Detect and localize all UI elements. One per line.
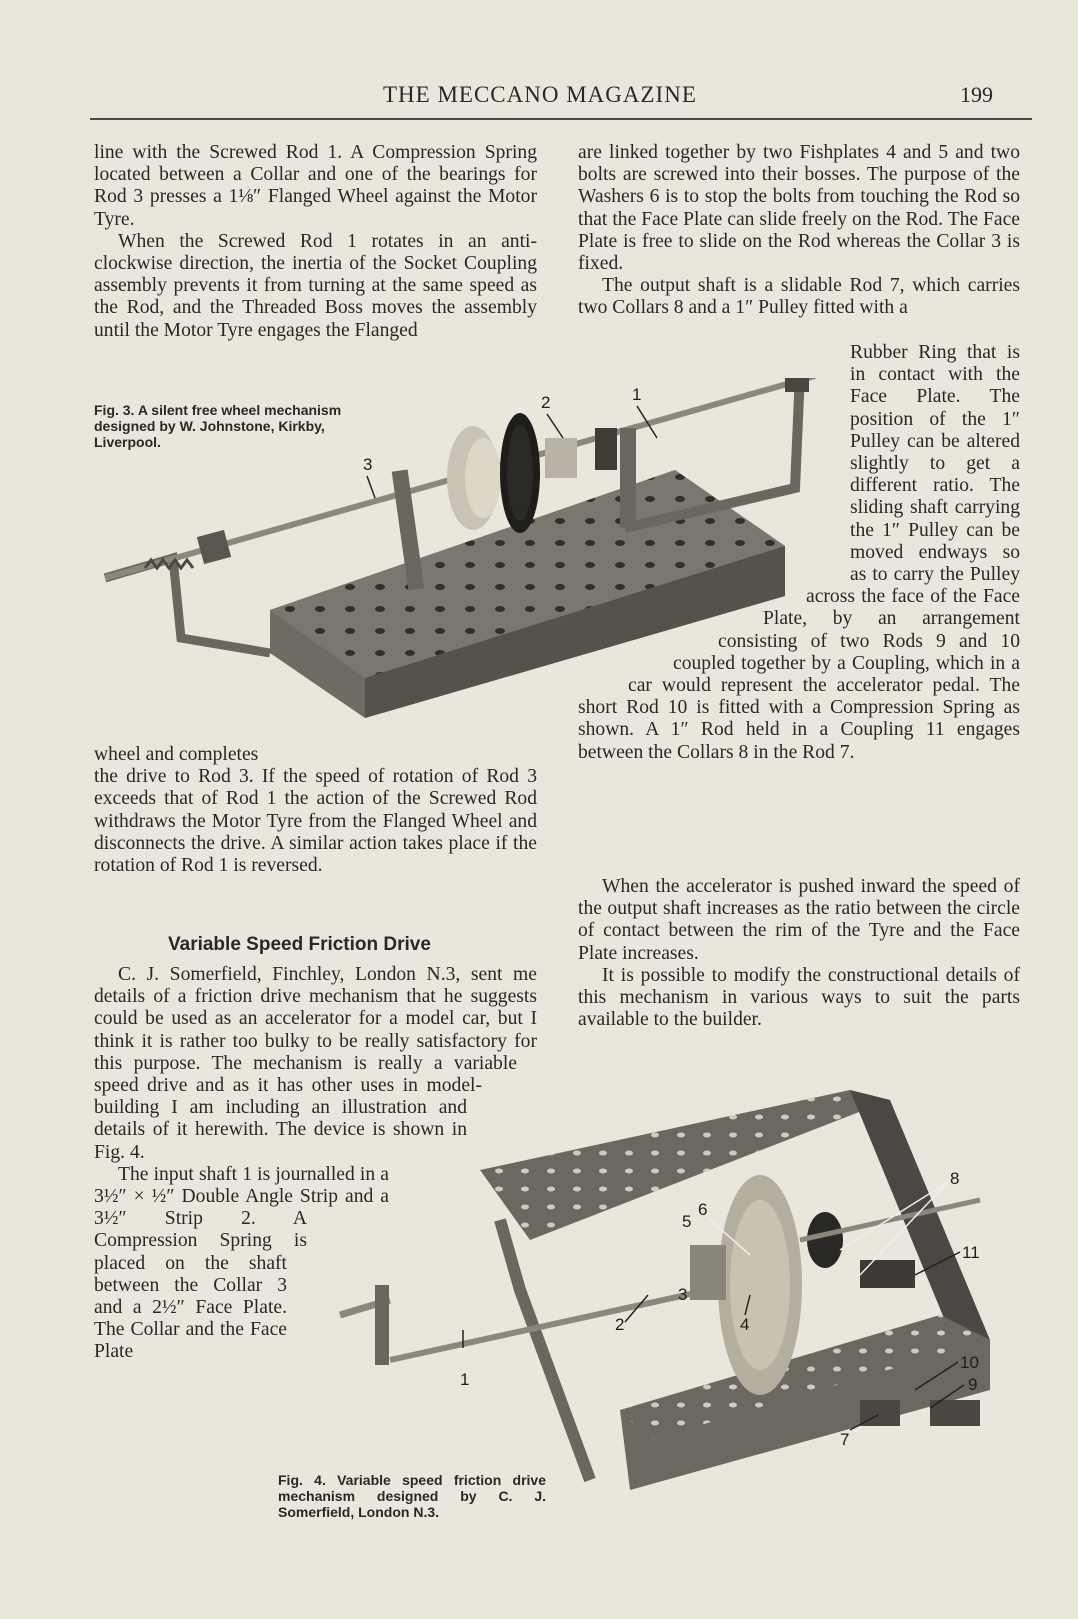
fig3-label-2: 2 — [541, 393, 551, 412]
fig4-photo — [330, 1090, 1030, 1500]
left-column-top — [94, 142, 537, 342]
paragraph: the drive to Rod 3. If the speed of rotation of Rod 3 exceeds that of Rod 1 the action of the Screwed Rod withdraws the Motor Tyre from the Flanged Wheel and disconnects the drive. A similar action takes place if the rotation of Rod 1 is reversed. — [94, 766, 537, 877]
fig4-label-9: 9 — [968, 1375, 978, 1394]
fig4-label-10: 10 — [960, 1353, 979, 1372]
paragraph: Rubber Ring that is in contact with the Face Plate. The position of the 1″ Pulley can be altered slightly to get a different ratio. The sliding shaft carrying the 1″ Pulley can be moved endways so as to carry the Pulley across the face of the Face Plate, by an arrangement consisting of two Rods 9 and 10 coupled together by a Coupling, which in a car would represent the accelerator pedal. The short Rod 10 is fitted with a Compression Spring as shown. A 1″ Rod held in a Coupling 11 engages between the Collars 8 in the Rod 7. — [578, 342, 1020, 763]
fig3-caption: Fig. 3. A silent free wheel mechanism designed by W. Johnstone, Kirkby, Liverpool. — [94, 402, 342, 450]
paragraph: When the Screwed Rod 1 rotates in an anti-clockwise direction, the inertia of the Socket Coupling assembly prevents it from turning at the same speed as the Rod, and the Threaded Boss moves the assembly until the Motor Tyre engages the Flanged — [94, 230, 537, 341]
fig4-label-6: 6 — [698, 1200, 708, 1219]
left-column-mid — [94, 744, 537, 877]
paragraph: When the accelerator is pushed inward the speed of the output shaft increases as the ratio between the circle of contact between the rim of the Tyre and the Face Plate increases. — [578, 876, 1020, 964]
fig4-label-5: 5 — [682, 1212, 692, 1231]
fig3-photo — [95, 378, 855, 728]
fig4-label-11: 11 — [962, 1243, 980, 1262]
paragraph: The output shaft is a slidable Rod 7, which carries two Collars 8 and a 1″ Pulley fitted with a — [578, 275, 1020, 319]
right-column-bottom — [578, 876, 1020, 1031]
fig4-label-1: 1 — [460, 1370, 470, 1389]
paragraph-line: wheel and completes — [94, 744, 259, 765]
paragraph: C. J. Somerfield, Finchley, London N.3, sent me details of a friction drive mechanism that he suggests could be used as an accelerator for a model car, but I think it is rather too bulky to be really satisfactory for this purpose. The mechanism is really a variable speed drive and as it has other uses in model-building I am including an illustration and details of it herewith. The device is shown in Fig. 4. — [94, 964, 537, 1163]
paragraph: line with the Screwed Rod 1. A Compression Spring located between a Collar and one of the bearings for Rod 3 presses a 1⅛″ Flanged Wheel against the Motor Tyre. — [94, 142, 537, 230]
fig3-label-3: 3 — [363, 455, 373, 474]
fig4-caption: Fig. 4. Variable speed friction drive mechanism designed by C. J. Somerfield, London N.3. — [278, 1472, 546, 1520]
right-column-top — [578, 142, 1020, 320]
page-number: 199 — [960, 82, 993, 107]
paragraph: It is possible to modify the constructional details of this mechanism in various ways to suit the parts available to the builder. — [578, 964, 1020, 1031]
fig3-label-1: 1 — [632, 385, 642, 404]
fig4-label-3: 3 — [678, 1285, 688, 1304]
magazine-title: THE MECCANO MAGAZINE — [383, 82, 697, 107]
fig4-label-8: 8 — [950, 1169, 960, 1188]
fig4-label-2: 2 — [615, 1315, 625, 1334]
fig4-label-7: 7 — [840, 1430, 850, 1449]
fig4-label-4: 4 — [740, 1315, 750, 1334]
paragraph: are linked together by two Fishplates 4 and 5 and two bolts are screwed into their bosses. The purpose of the Washers 6 is to stop the bolts from touching the Rod so that the Face Plate can slide freely on the Rod. The Face Plate is free to slide on the Rod whereas the Collar 3 is fixed. — [578, 142, 1020, 275]
header-rule — [90, 118, 1032, 120]
paragraph: The input shaft 1 is journalled in a 3½″ × ½″ Double Angle Strip and a 3½″ Strip 2. A Compression Spring is placed on the shaft between the Collar 3 and a 2½″ Face Plate. The Collar and the Face Plate — [94, 1163, 389, 1363]
section-heading: Variable Speed Friction Drive — [168, 934, 431, 955]
